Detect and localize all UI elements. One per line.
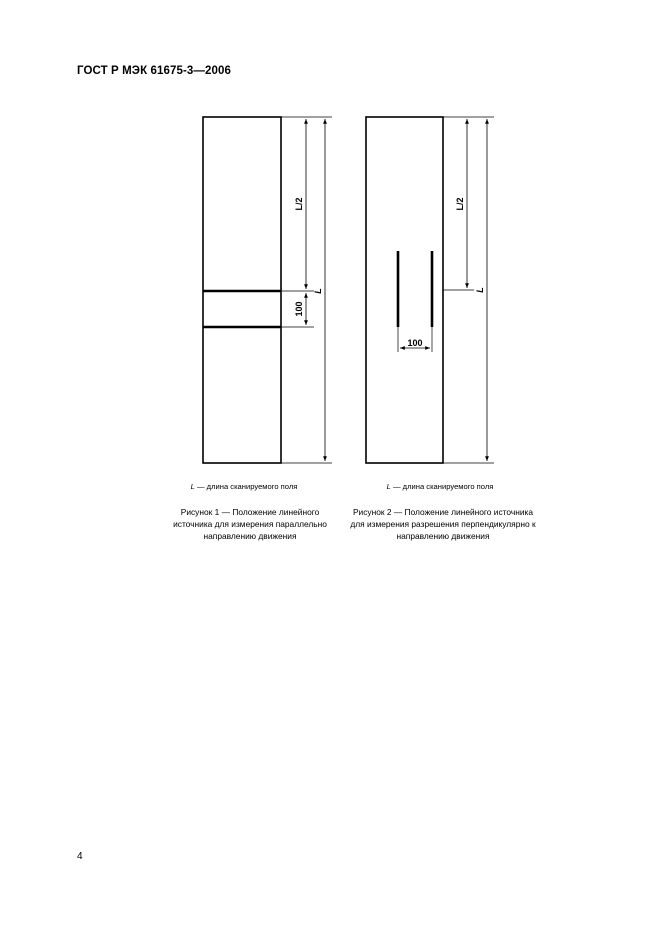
page-number: 4 [77,851,83,862]
figure-2-diagram [366,117,494,463]
figure-1-label-total: L [313,288,323,294]
figure-2-caption: Рисунок 2 — Положение линейного источника для измерения разрешения перпендикулярно к направлению движения [350,507,536,541]
figure-2-label-total: L [475,287,485,293]
figure-2-legend-symbol: L [386,482,391,491]
figure-2-label-half: L/2 [455,197,465,211]
document-header: ГОСТ Р МЭК 61675-3—2006 [77,65,231,77]
figure-1-legend [172,482,316,491]
figure-1-label-width: 100 [294,301,304,317]
figure-1-diagram [203,117,332,463]
figure-2-legend [368,482,512,491]
figure-1-legend-text: — длина сканируемого поля [194,482,298,491]
figure-1-legend-symbol: L [190,482,195,491]
figure-2-legend-text: — длина сканируемого поля [390,482,494,491]
figure-2-label-width: 100 [407,338,423,348]
figure-1-caption: Рисунок 1 — Положение линейного источника для измерения параллельно направлению движения [173,507,327,541]
figure-1-label-half: L/2 [294,197,304,211]
